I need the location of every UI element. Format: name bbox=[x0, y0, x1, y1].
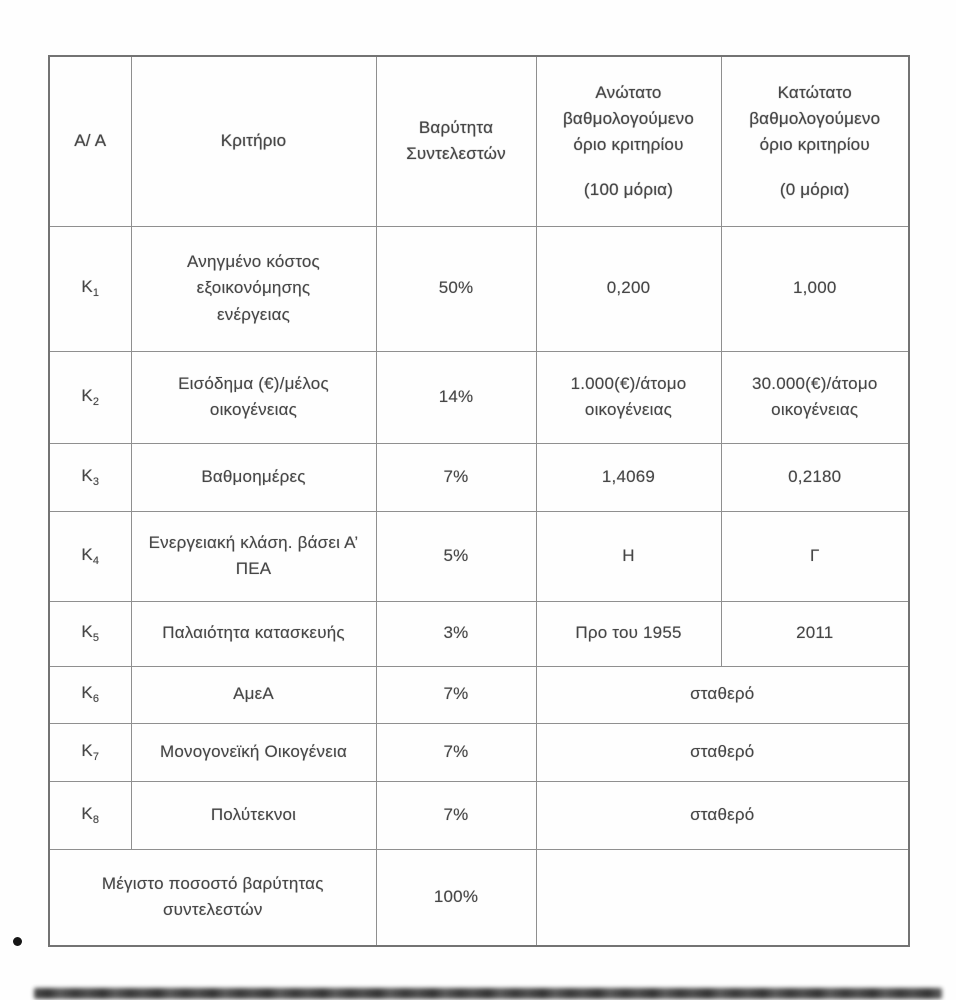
header-label: Βαρύτητα Συντελεστών bbox=[406, 117, 506, 164]
row-id-subscript: 7 bbox=[92, 750, 100, 763]
criterion-cell: Ενεργειακή κλάση. βάσει Α’ ΠΕΑ bbox=[131, 511, 376, 601]
header-label: Ανώτατο βαθμολογούμενο όριο κριτηρίου bbox=[562, 82, 695, 155]
lower-limit-cell: 2011 bbox=[721, 601, 909, 666]
header-cell-criterion bbox=[131, 56, 376, 226]
row-id: Κ bbox=[81, 465, 93, 485]
criterion-cell: Εισόδημα (€)/μέλος οικογένειας bbox=[131, 351, 376, 443]
row-id-cell bbox=[49, 666, 131, 723]
header-cell-aa bbox=[49, 56, 131, 226]
upper-limit-cell: 1.000(€)/άτομο οικογένειας bbox=[536, 351, 721, 443]
row-id: Κ bbox=[81, 740, 93, 760]
criterion-cell: Μονογονεϊκή Οικογένεια bbox=[131, 723, 376, 781]
weight-cell: 5% bbox=[376, 511, 536, 601]
upper-limit-cell: 0,200 bbox=[536, 226, 721, 351]
row-id-cell bbox=[49, 351, 131, 443]
row-id-cell bbox=[49, 723, 131, 781]
weight-cell: 3% bbox=[376, 601, 536, 666]
bullet-icon bbox=[13, 937, 22, 946]
weight-cell: 7% bbox=[376, 666, 536, 723]
header-label: Κριτήριο bbox=[220, 131, 287, 151]
table-row bbox=[49, 781, 909, 849]
row-id: Κ bbox=[81, 683, 93, 703]
row-id: Κ bbox=[81, 622, 93, 642]
lower-limit-cell: 0,2180 bbox=[721, 443, 909, 511]
weight-cell: 50% bbox=[376, 226, 536, 351]
weight-cell: 7% bbox=[376, 723, 536, 781]
header-label: Α/ Α bbox=[74, 131, 107, 151]
upper-limit-cell: 1,4069 bbox=[536, 443, 721, 511]
row-id-subscript: 3 bbox=[92, 475, 100, 488]
row-id-cell bbox=[49, 511, 131, 601]
row-id-cell bbox=[49, 443, 131, 511]
footer-label: Μέγιστο ποσοστό βαρύτητας συντελεστών bbox=[101, 873, 324, 920]
weight-cell: 7% bbox=[376, 781, 536, 849]
upper-limit-cell: Προ του 1955 bbox=[536, 601, 721, 666]
weight-cell: 7% bbox=[376, 443, 536, 511]
table-row bbox=[49, 226, 909, 351]
footer-empty-cell bbox=[536, 849, 909, 946]
row-id: Κ bbox=[81, 803, 93, 823]
row-id: Κ bbox=[81, 544, 93, 564]
header-cell-upper-limit bbox=[536, 56, 721, 226]
table-row bbox=[49, 443, 909, 511]
table-row bbox=[49, 601, 909, 666]
criterion-cell: Παλαιότητα κατασκευής bbox=[131, 601, 376, 666]
merged-value-cell: σταθερό bbox=[536, 666, 909, 723]
row-id: Κ bbox=[81, 385, 93, 405]
row-id-cell bbox=[49, 601, 131, 666]
table-row bbox=[49, 666, 909, 723]
weight-cell: 14% bbox=[376, 351, 536, 443]
lower-limit-cell: 30.000(€)/άτομο οικογένειας bbox=[721, 351, 909, 443]
header-row bbox=[49, 56, 909, 226]
criterion-text: Ανηγμένο κόστος εξοικονόμησης ενέργειας bbox=[187, 251, 320, 324]
footer-row bbox=[49, 849, 909, 946]
header-sublabel: (100 μόρια) bbox=[583, 179, 674, 199]
lower-limit-cell: 1,000 bbox=[721, 226, 909, 351]
header-cell-lower-limit bbox=[721, 56, 909, 226]
row-id-subscript: 5 bbox=[92, 632, 100, 645]
criteria-table bbox=[48, 55, 910, 947]
blurred-text-strip bbox=[34, 988, 942, 999]
criterion-cell: ΑμεΑ bbox=[131, 666, 376, 723]
row-id-subscript: 6 bbox=[92, 693, 100, 706]
lower-limit-cell: Γ bbox=[721, 511, 909, 601]
row-id: Κ bbox=[81, 277, 93, 297]
footer-label-cell bbox=[49, 849, 376, 946]
upper-limit-cell: Η bbox=[536, 511, 721, 601]
criterion-cell: Πολύτεκνοι bbox=[131, 781, 376, 849]
merged-value-cell: σταθερό bbox=[536, 781, 909, 849]
header-sublabel: (0 μόρια) bbox=[779, 179, 850, 199]
header-cell-weight bbox=[376, 56, 536, 226]
row-id-subscript: 8 bbox=[92, 813, 100, 826]
criterion-cell: Βαθμοημέρες bbox=[131, 443, 376, 511]
row-id-cell bbox=[49, 781, 131, 849]
row-id-cell bbox=[49, 226, 131, 351]
table-row bbox=[49, 511, 909, 601]
criterion-cell bbox=[131, 226, 376, 351]
row-id-subscript: 2 bbox=[92, 395, 100, 408]
footer-weight-cell: 100% bbox=[376, 849, 536, 946]
row-id-subscript: 1 bbox=[92, 287, 100, 300]
table-row bbox=[49, 351, 909, 443]
row-id-subscript: 4 bbox=[92, 554, 100, 567]
header-label: Κατώτατο βαθμολογούμενο όριο κριτηρίου bbox=[749, 82, 881, 155]
merged-value-cell: σταθερό bbox=[536, 723, 909, 781]
table-row bbox=[49, 723, 909, 781]
